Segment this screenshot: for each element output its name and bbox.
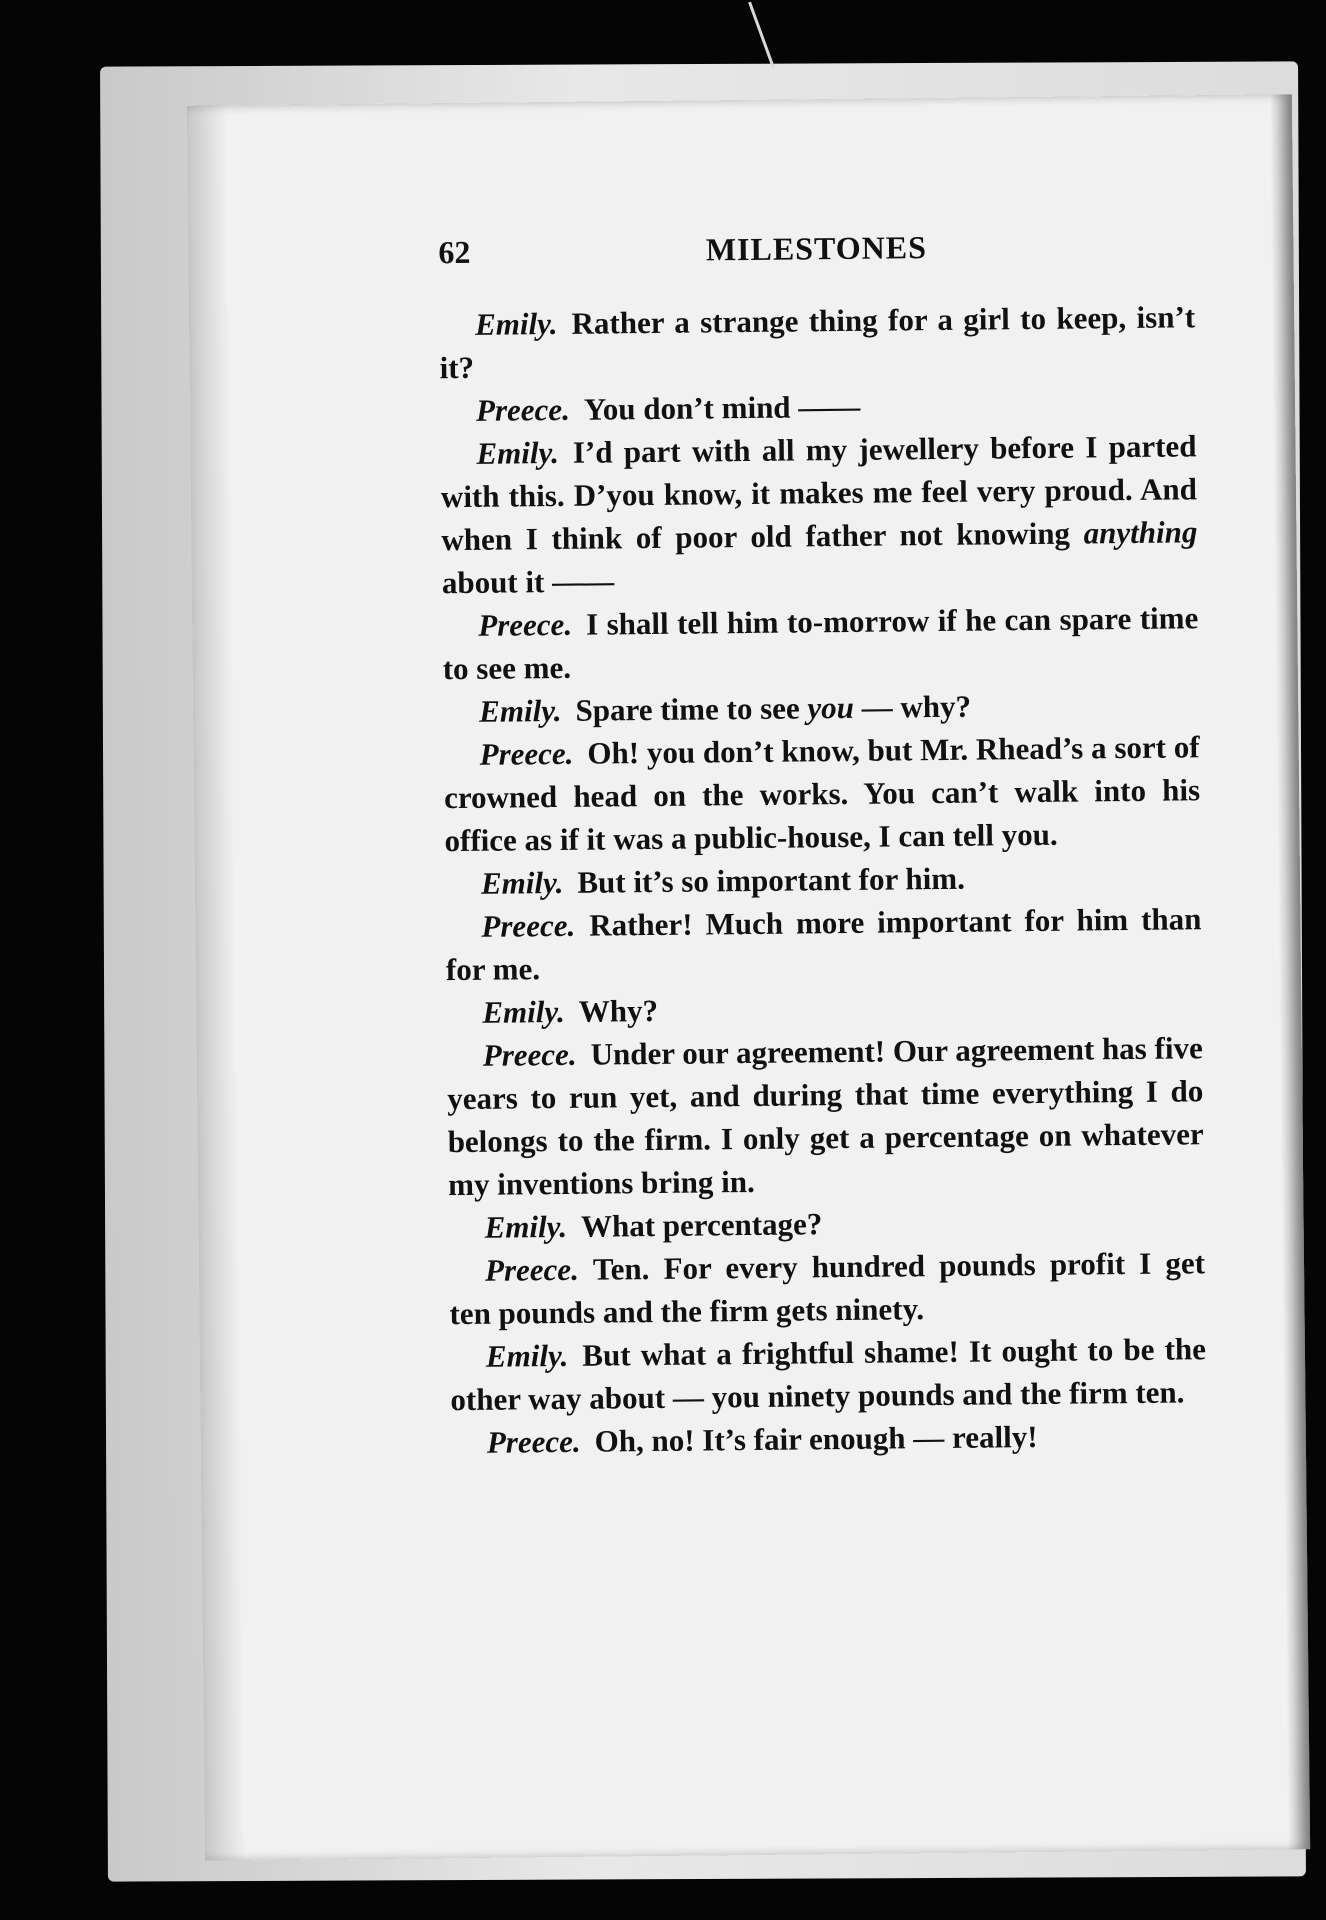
page-number: 62 bbox=[438, 233, 471, 271]
book-page bbox=[187, 94, 1310, 1860]
dialogue-line bbox=[449, 1241, 1206, 1335]
spoken-text: I’d part with all my jewellery before I parted with this. D’you know, it makes me feel very proud. And when I think of poor old father not knowing bbox=[440, 428, 1198, 558]
speaker-name: Emily. bbox=[485, 1337, 569, 1374]
speaker-name: Preece. bbox=[481, 907, 576, 944]
speaker-name: Preece. bbox=[479, 735, 574, 772]
spoken-text: Oh, no! It’s fair enough — really! bbox=[594, 1418, 1038, 1459]
speaker-name: Emily. bbox=[482, 993, 565, 1030]
spoken-text: What percentage? bbox=[580, 1206, 823, 1244]
speaker-name: Preece. bbox=[475, 391, 571, 428]
speaker-name: Preece. bbox=[486, 1423, 581, 1460]
emphasized-word: anything bbox=[1083, 514, 1198, 551]
spoken-text: But what a frightful shame! It ought to be the other way about — you ninety pounds and the firm ten. bbox=[450, 1331, 1207, 1418]
spoken-text: Rather a strange thing for a girl to keep, isn’t it? bbox=[439, 299, 1196, 386]
spoken-text: Rather! Much more important for him than for me. bbox=[445, 901, 1202, 988]
speaker-name: Emily. bbox=[484, 1208, 568, 1245]
speaker-name: Emily. bbox=[479, 692, 562, 729]
spoken-text: Ten. For every hundred pounds profit I get ten pounds and the firm gets ninety. bbox=[449, 1245, 1206, 1332]
speaker-name: Preece. bbox=[484, 1251, 580, 1288]
dialogue bbox=[439, 295, 1207, 1464]
dialogue-line bbox=[445, 897, 1202, 991]
dialogue-line bbox=[439, 295, 1196, 389]
spoken-text: Oh! you don’t know, but Mr. Rhead’s a sort of crowned head on the works. You can’t walk into his office as if it was a public-house, I can tell you. bbox=[443, 729, 1201, 859]
dialogue-line bbox=[443, 725, 1200, 862]
spoken-text-continued: — why? bbox=[853, 688, 972, 725]
spoken-text: Why? bbox=[578, 992, 659, 1029]
speaker-name: Emily. bbox=[476, 434, 560, 471]
emphasized-word: you bbox=[807, 689, 855, 726]
speaker-name: Preece. bbox=[482, 1036, 577, 1073]
spoken-text: I shall tell him to-morrow if he can spare time to see me. bbox=[442, 600, 1199, 687]
dialogue-line bbox=[440, 424, 1198, 604]
dialogue-line bbox=[450, 1327, 1207, 1421]
spoken-text: Spare time to see bbox=[575, 690, 808, 728]
paper-crease bbox=[748, 2, 775, 69]
speaker-name: Preece. bbox=[478, 606, 573, 643]
running-head bbox=[438, 215, 1195, 283]
spoken-text: Under our agreement! Our agreement has five years to run yet, and during that time everything I do belongs to the firm. I only get a percentage on whatever my inventions bring in. bbox=[447, 1030, 1204, 1203]
page-edge-shadow bbox=[1270, 94, 1310, 1849]
spoken-text: You don’t mind —— bbox=[583, 388, 861, 427]
speaker-name: Emily. bbox=[474, 305, 558, 342]
speaker-name: Emily. bbox=[480, 864, 564, 901]
dialogue-line bbox=[447, 1026, 1205, 1206]
spoken-text-continued: about it —— bbox=[441, 563, 615, 601]
spoken-text: But it’s so important for him. bbox=[577, 860, 966, 900]
page-text bbox=[438, 215, 1207, 1464]
dialogue-line bbox=[442, 596, 1199, 690]
dialogue-line bbox=[451, 1413, 1207, 1464]
running-title: MILESTONES bbox=[705, 229, 928, 268]
